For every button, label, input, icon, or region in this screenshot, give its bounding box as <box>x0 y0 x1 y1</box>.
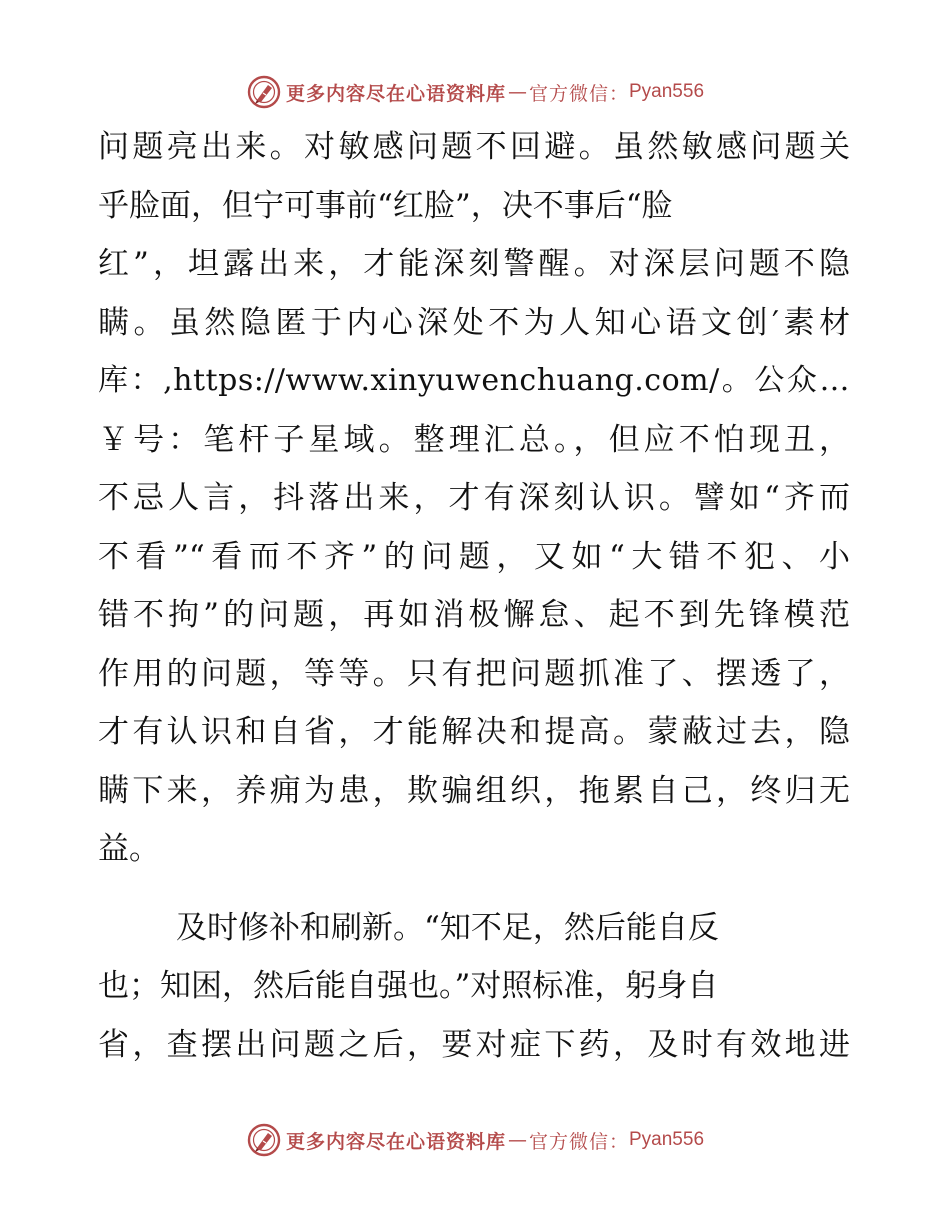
fountain-pen-logo-icon <box>246 1122 282 1158</box>
text-line: 不忌人言，抖落出来，才有深刻认识。譬如“齐而 <box>98 480 850 516</box>
text-line: 瞒。虽然隐匿于内心深处不为人知心语文创′素材 <box>98 304 850 341</box>
site-slogan: 更多内容尽在心语资料库 <box>285 1130 506 1153</box>
text-line: 才有认识和自省，才能解决和提高。蒙蔽过去，隐 <box>98 714 850 750</box>
wechat-label: 官方微信： <box>528 1130 629 1153</box>
document-body <box>98 118 850 1074</box>
text-line: ￥号：笔杆子星域。整理汇总。，但应不怕现丑， <box>98 421 850 458</box>
text-line: 红”，坦露出来，才能深刻警醒。对深层问题不隐 <box>98 246 850 282</box>
site-slogan: 更多内容尽在心语资料库 <box>285 82 506 105</box>
text-line: 错不拘”的问题，再如消极懈怠、起不到先锋模范 <box>98 597 850 633</box>
text-line: 不看”“看而不齐”的问题，又如“大错不犯、小 <box>98 538 850 575</box>
header-banner <box>0 72 950 112</box>
footer-banner <box>0 1120 950 1160</box>
text-line: 问题亮出来。对敏感问题不回避。虽然敏感问题关 <box>98 129 850 165</box>
paragraph-1 <box>98 118 850 879</box>
fountain-pen-logo-icon <box>246 74 282 110</box>
text-line: 库：,https://www.xinyuwenchuang.com/。公众… <box>98 363 850 398</box>
text-line: 也；知困，然后能自强也。”对照标准，躬身自 <box>98 968 719 1004</box>
text-line: 作用的问题，等等。只有把问题抓准了、摆透了， <box>98 655 850 692</box>
wechat-label: 官方微信： <box>528 82 629 105</box>
banner-dash: — <box>507 81 527 103</box>
wechat-id: Pyan556 <box>629 81 705 102</box>
paragraph-gap <box>98 879 850 899</box>
text-line: 省，查摆出问题之后，要对症下药，及时有效地进 <box>98 1026 850 1063</box>
text-line: 瞒下来，养痈为患，欺骗组织，拖累自己，终归无 <box>98 772 850 809</box>
banner-dash: — <box>507 1129 527 1151</box>
paragraph-2 <box>98 899 850 1075</box>
text-line: 乎脸面，但宁可事前“红脸”，决不事后“脸 <box>98 187 673 224</box>
wechat-id: Pyan556 <box>629 1129 705 1150</box>
text-line: 益。 <box>98 831 160 867</box>
text-line: 及时修补和刷新。“知不足，然后能自反 <box>176 909 719 946</box>
